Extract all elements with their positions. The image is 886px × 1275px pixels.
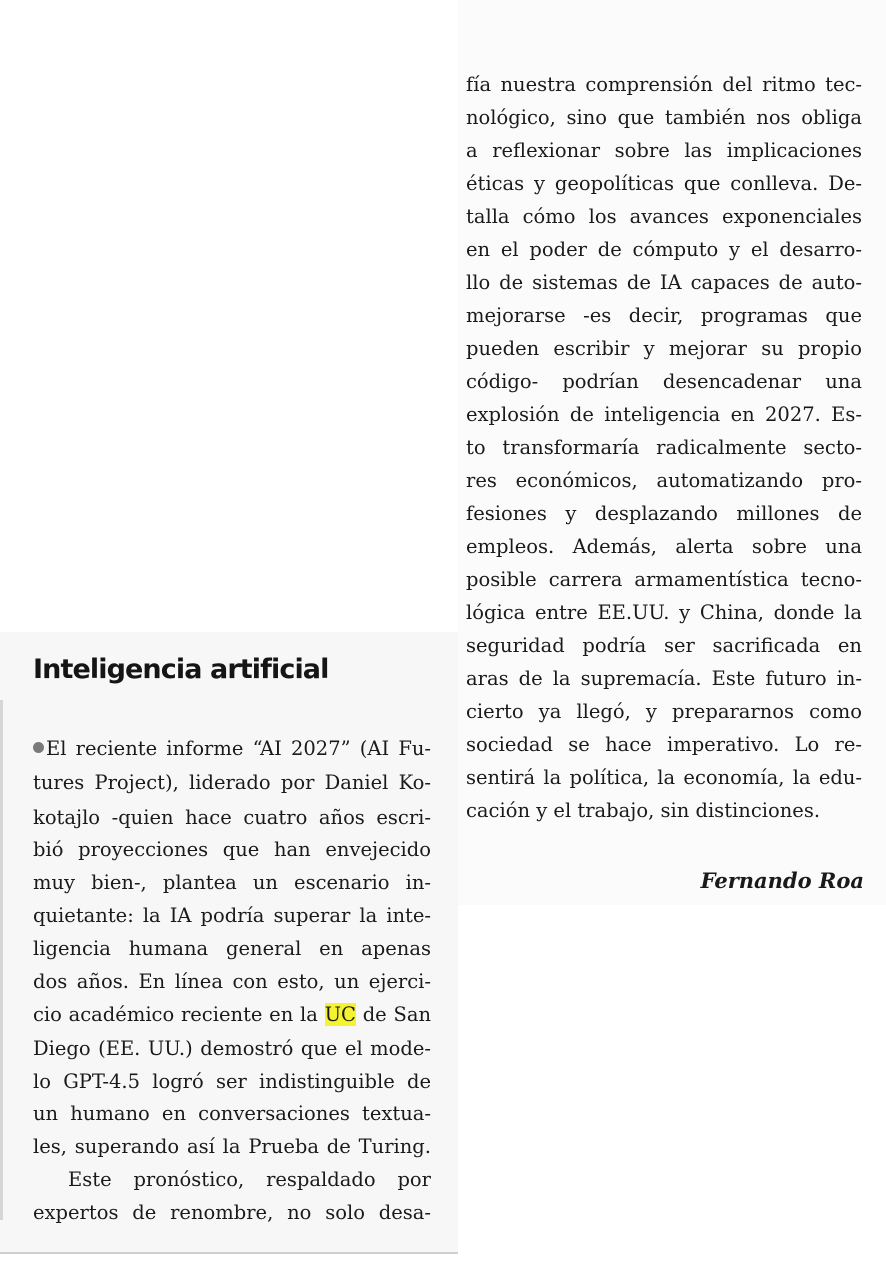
author-signature: Fernando Roa [700, 868, 864, 893]
left-line-1-text: El reciente informe “AI 2027” (AI Fu- [46, 737, 431, 760]
right-line-17: lógica entre EE.UU. y China, donde la [466, 601, 862, 624]
right-line-6: en el poder de cómputo y el desarro- [466, 238, 862, 261]
right-line-13: res económicos, automatizando pro- [466, 469, 862, 492]
right-line-1: fía nuestra comprensión del ritmo tec- [466, 73, 862, 96]
right-line-19: aras de la supremacía. Este futuro in- [466, 667, 862, 690]
right-line-16: posible carrera armamentística tecno- [466, 568, 862, 591]
right-line-10: código- podrían desencadenar una [466, 370, 862, 393]
right-line-4: éticas y geopolíticas que conlleva. De- [466, 172, 862, 195]
right-line-9: pueden escribir y mejorar su propio [466, 337, 862, 360]
left-line-8: dos años. En línea con esto, un ejerci- [33, 970, 431, 993]
left-line-4: bió proyecciones que han envejecido [33, 838, 431, 861]
left-line-10: Diego (EE. UU.) demostró que el mode- [33, 1037, 431, 1060]
right-line-22: sentirá la política, la economía, la edu- [466, 766, 862, 789]
right-line-11: explosión de inteligencia en 2027. Es- [466, 403, 862, 426]
left-line-6: quietante: la IA podría superar la inte- [33, 904, 431, 927]
left-line-11: lo GPT-4.5 logró ser indistinguible de [33, 1070, 431, 1093]
right-line-8: mejorarse -es decir, programas que [466, 304, 862, 327]
bullet-icon [33, 742, 44, 753]
left-line-15: expertos de renombre, no solo desa- [33, 1201, 431, 1224]
right-line-14: fesiones y desplazando millones de [466, 502, 862, 525]
left-line-1 [33, 739, 431, 759]
left-line-13: les, superando así la Prueba de Turing. [33, 1135, 431, 1158]
bottom-rule [0, 1252, 458, 1254]
left-line-14: Este pronóstico, respaldado por [68, 1168, 431, 1191]
left-line-7: ligencia humana general en apenas [33, 937, 431, 960]
right-line-18: seguridad podría ser sacrificada en [466, 634, 862, 657]
right-line-15: empleos. Además, alerta sobre una [466, 535, 862, 558]
right-line-12: to transformaría radicalmente secto- [466, 436, 862, 459]
left-line-9-before: cio académico reciente en la [33, 1003, 325, 1026]
right-line-2: nológico, sino que también nos obliga [466, 106, 862, 129]
left-line-2: tures Project), liderado por Daniel Ko- [33, 771, 431, 794]
right-line-21: sociedad se hace imperativo. Lo re- [466, 733, 862, 756]
right-line-20: cierto ya llegó, y prepararnos como [466, 700, 862, 723]
left-line-9 [33, 1005, 431, 1025]
right-line-3: a reflexionar sobre las implicaciones [466, 139, 862, 162]
right-line-7: llo de sistemas de IA capaces de auto- [466, 271, 862, 294]
left-line-5: muy bien-, plantea un escenario in- [33, 871, 431, 894]
right-line-23: cación y el trabajo, sin distinciones. [466, 799, 821, 822]
highlighted-uc: UC [324, 1003, 356, 1026]
left-line-12: un humano en conversaciones textua- [33, 1102, 431, 1125]
left-line-9-after: de San [355, 1003, 431, 1026]
left-edge-rule [0, 700, 3, 1220]
left-line-3: kotajlo -quien hace cuatro años escri- [33, 806, 431, 829]
right-line-5: talla cómo los avances exponenciales [466, 205, 862, 228]
article-heading: Inteligencia artificial [33, 654, 329, 685]
